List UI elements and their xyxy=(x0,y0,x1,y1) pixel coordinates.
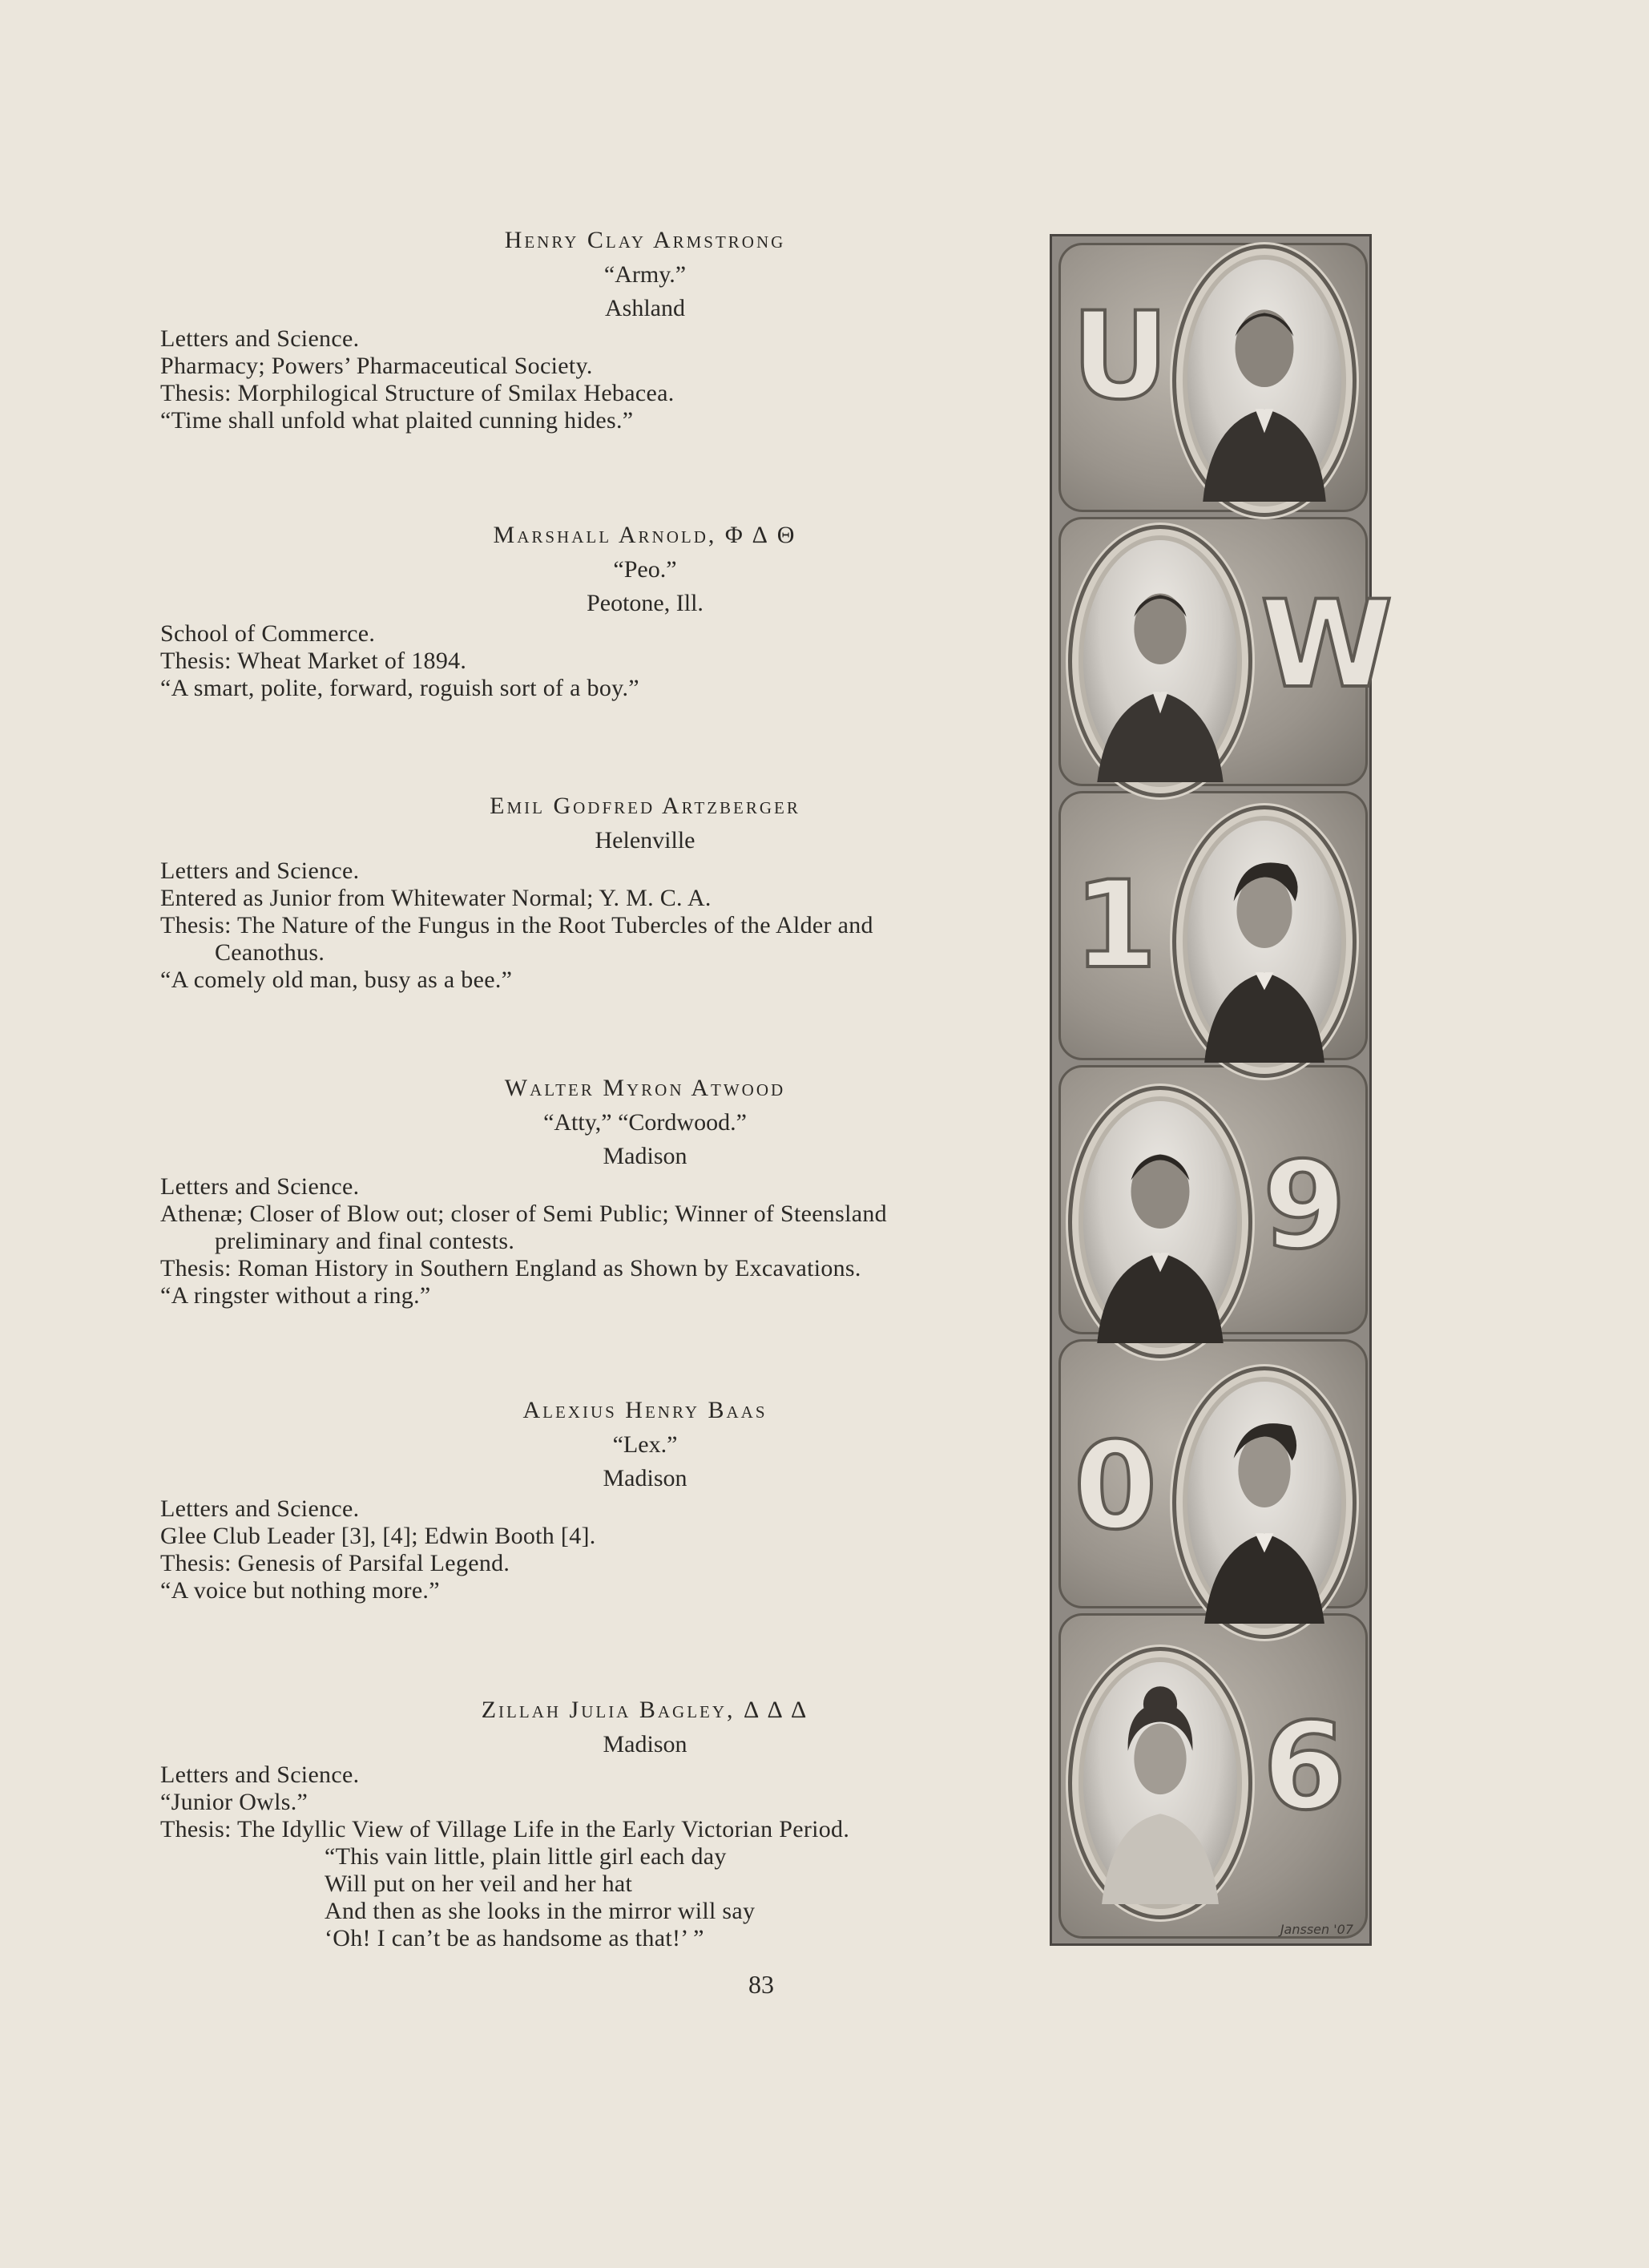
portrait-photo xyxy=(1083,540,1237,782)
entry-line: Letters and Science. xyxy=(160,858,360,884)
portrait-oval-6 xyxy=(1068,1647,1252,1919)
strip-letter: W xyxy=(1260,575,1393,715)
entry-nickname: “Peo.” xyxy=(613,556,677,583)
entry-line: Pharmacy; Powers’ Pharmaceutical Society. xyxy=(160,353,593,379)
entry-arnold xyxy=(160,518,1018,702)
entry-line: Letters and Science. xyxy=(160,1173,360,1200)
portrait-photo xyxy=(1083,1101,1237,1343)
man-portrait-icon xyxy=(1187,821,1341,1063)
entry-line: Entered as Junior from Whitewater Normal; Y. M. C. A. xyxy=(160,885,712,911)
entry-line: School of Commerce. xyxy=(160,620,376,647)
entry-line: “Junior Owls.” xyxy=(160,1789,308,1815)
woman-portrait-icon xyxy=(1083,1662,1237,1904)
strip-letter: 6 xyxy=(1262,1697,1347,1837)
entry-hometown: Helenville xyxy=(595,827,695,854)
portrait-photo xyxy=(1187,260,1341,502)
entry-name: Alexius Henry Baas xyxy=(522,1397,768,1423)
man-portrait-icon xyxy=(1083,1101,1237,1343)
poem-line: Will put on her veil and her hat xyxy=(325,1870,633,1897)
artist-signature: Janssen '07 xyxy=(1280,1922,1353,1937)
entry-quote: “A smart, polite, forward, roguish sort of a boy.” xyxy=(160,675,639,701)
entry-name: Emil Godfred Artzberger xyxy=(490,793,800,819)
portrait-photo xyxy=(1187,821,1341,1063)
entry-bagley xyxy=(160,1693,1018,1952)
entry-line: Thesis: Roman History in Southern England as Shown by Excavations. xyxy=(160,1255,861,1281)
man-portrait-icon xyxy=(1187,260,1341,502)
entry-quote: “A ringster without a ring.” xyxy=(160,1282,431,1309)
entry-baas xyxy=(160,1393,1018,1604)
entry-hometown: Madison xyxy=(603,1143,687,1169)
entry-name: Marshall Arnold, Φ Δ Θ xyxy=(493,522,797,548)
entry-line: Thesis: Morphilogical Structure of Smilax Hebacea. xyxy=(160,380,675,406)
strip-letter: U xyxy=(1071,287,1169,426)
portrait-oval-5 xyxy=(1172,1366,1357,1639)
entry-quote: “Time shall unfold what plaited cunning hides.” xyxy=(160,407,634,434)
entry-line: Thesis: Genesis of Parsifal Legend. xyxy=(160,1550,510,1576)
poem-line: And then as she looks in the mirror will say xyxy=(325,1898,756,1924)
entry-quote: “A voice but nothing more.” xyxy=(160,1577,440,1604)
portrait-oval-4 xyxy=(1068,1086,1252,1358)
entry-hometown: Madison xyxy=(603,1731,687,1757)
entry-name: Zillah Julia Bagley, Δ Δ Δ xyxy=(481,1697,809,1723)
portrait-oval-3 xyxy=(1172,805,1357,1078)
entry-armstrong xyxy=(160,223,1018,434)
entry-line: Ceanothus. xyxy=(215,939,325,966)
page-number: 83 xyxy=(748,1970,774,1999)
portrait-oval-2 xyxy=(1068,525,1252,797)
portrait-photo xyxy=(1083,1662,1237,1904)
entry-line: Thesis: The Idyllic View of Village Life in the Early Victorian Period. xyxy=(160,1816,850,1842)
entry-atwood xyxy=(160,1071,1018,1310)
strip-letter: 0 xyxy=(1073,1417,1158,1556)
man-portrait-icon xyxy=(1187,1382,1341,1624)
entry-artzberger xyxy=(160,789,1018,994)
poem-line: ‘Oh! I can’t be as handsome as that!’ ” xyxy=(325,1925,704,1951)
portrait-strip xyxy=(1050,234,1393,1946)
entry-hometown: Peotone, Ill. xyxy=(587,590,704,616)
entry-line: Athenæ; Closer of Blow out; closer of Semi Public; Winner of Steensland xyxy=(160,1201,887,1227)
entry-hometown: Madison xyxy=(603,1465,687,1491)
entry-line: Glee Club Leader [3], [4]; Edwin Booth [4]. xyxy=(160,1523,596,1549)
entry-line: Letters and Science. xyxy=(160,325,360,352)
strip-letter: 9 xyxy=(1262,1136,1347,1276)
entry-line: Thesis: Wheat Market of 1894. xyxy=(160,648,467,674)
entry-name: Walter Myron Atwood xyxy=(504,1075,786,1101)
entry-line: Letters and Science. xyxy=(160,1495,360,1522)
entry-line: Letters and Science. xyxy=(160,1762,360,1788)
entry-nickname: “Army.” xyxy=(603,261,687,288)
entry-name: Henry Clay Armstrong xyxy=(504,227,786,253)
entry-line: preliminary and final contests. xyxy=(215,1228,515,1254)
entry-hometown: Ashland xyxy=(605,295,685,321)
entry-quote: “A comely old man, busy as a bee.” xyxy=(160,967,513,993)
entry-nickname: “Atty,” “Cordwood.” xyxy=(543,1109,747,1136)
portrait-oval-1 xyxy=(1172,244,1357,517)
portrait-photo xyxy=(1187,1382,1341,1624)
strip-letter: 1 xyxy=(1073,856,1158,995)
poem-line: “This vain little, plain little girl each day xyxy=(325,1843,727,1870)
entry-nickname: “Lex.” xyxy=(612,1431,678,1458)
entry-line: Thesis: The Nature of the Fungus in the Root Tubercles of the Alder and xyxy=(160,912,873,938)
man-portrait-icon xyxy=(1083,540,1237,782)
